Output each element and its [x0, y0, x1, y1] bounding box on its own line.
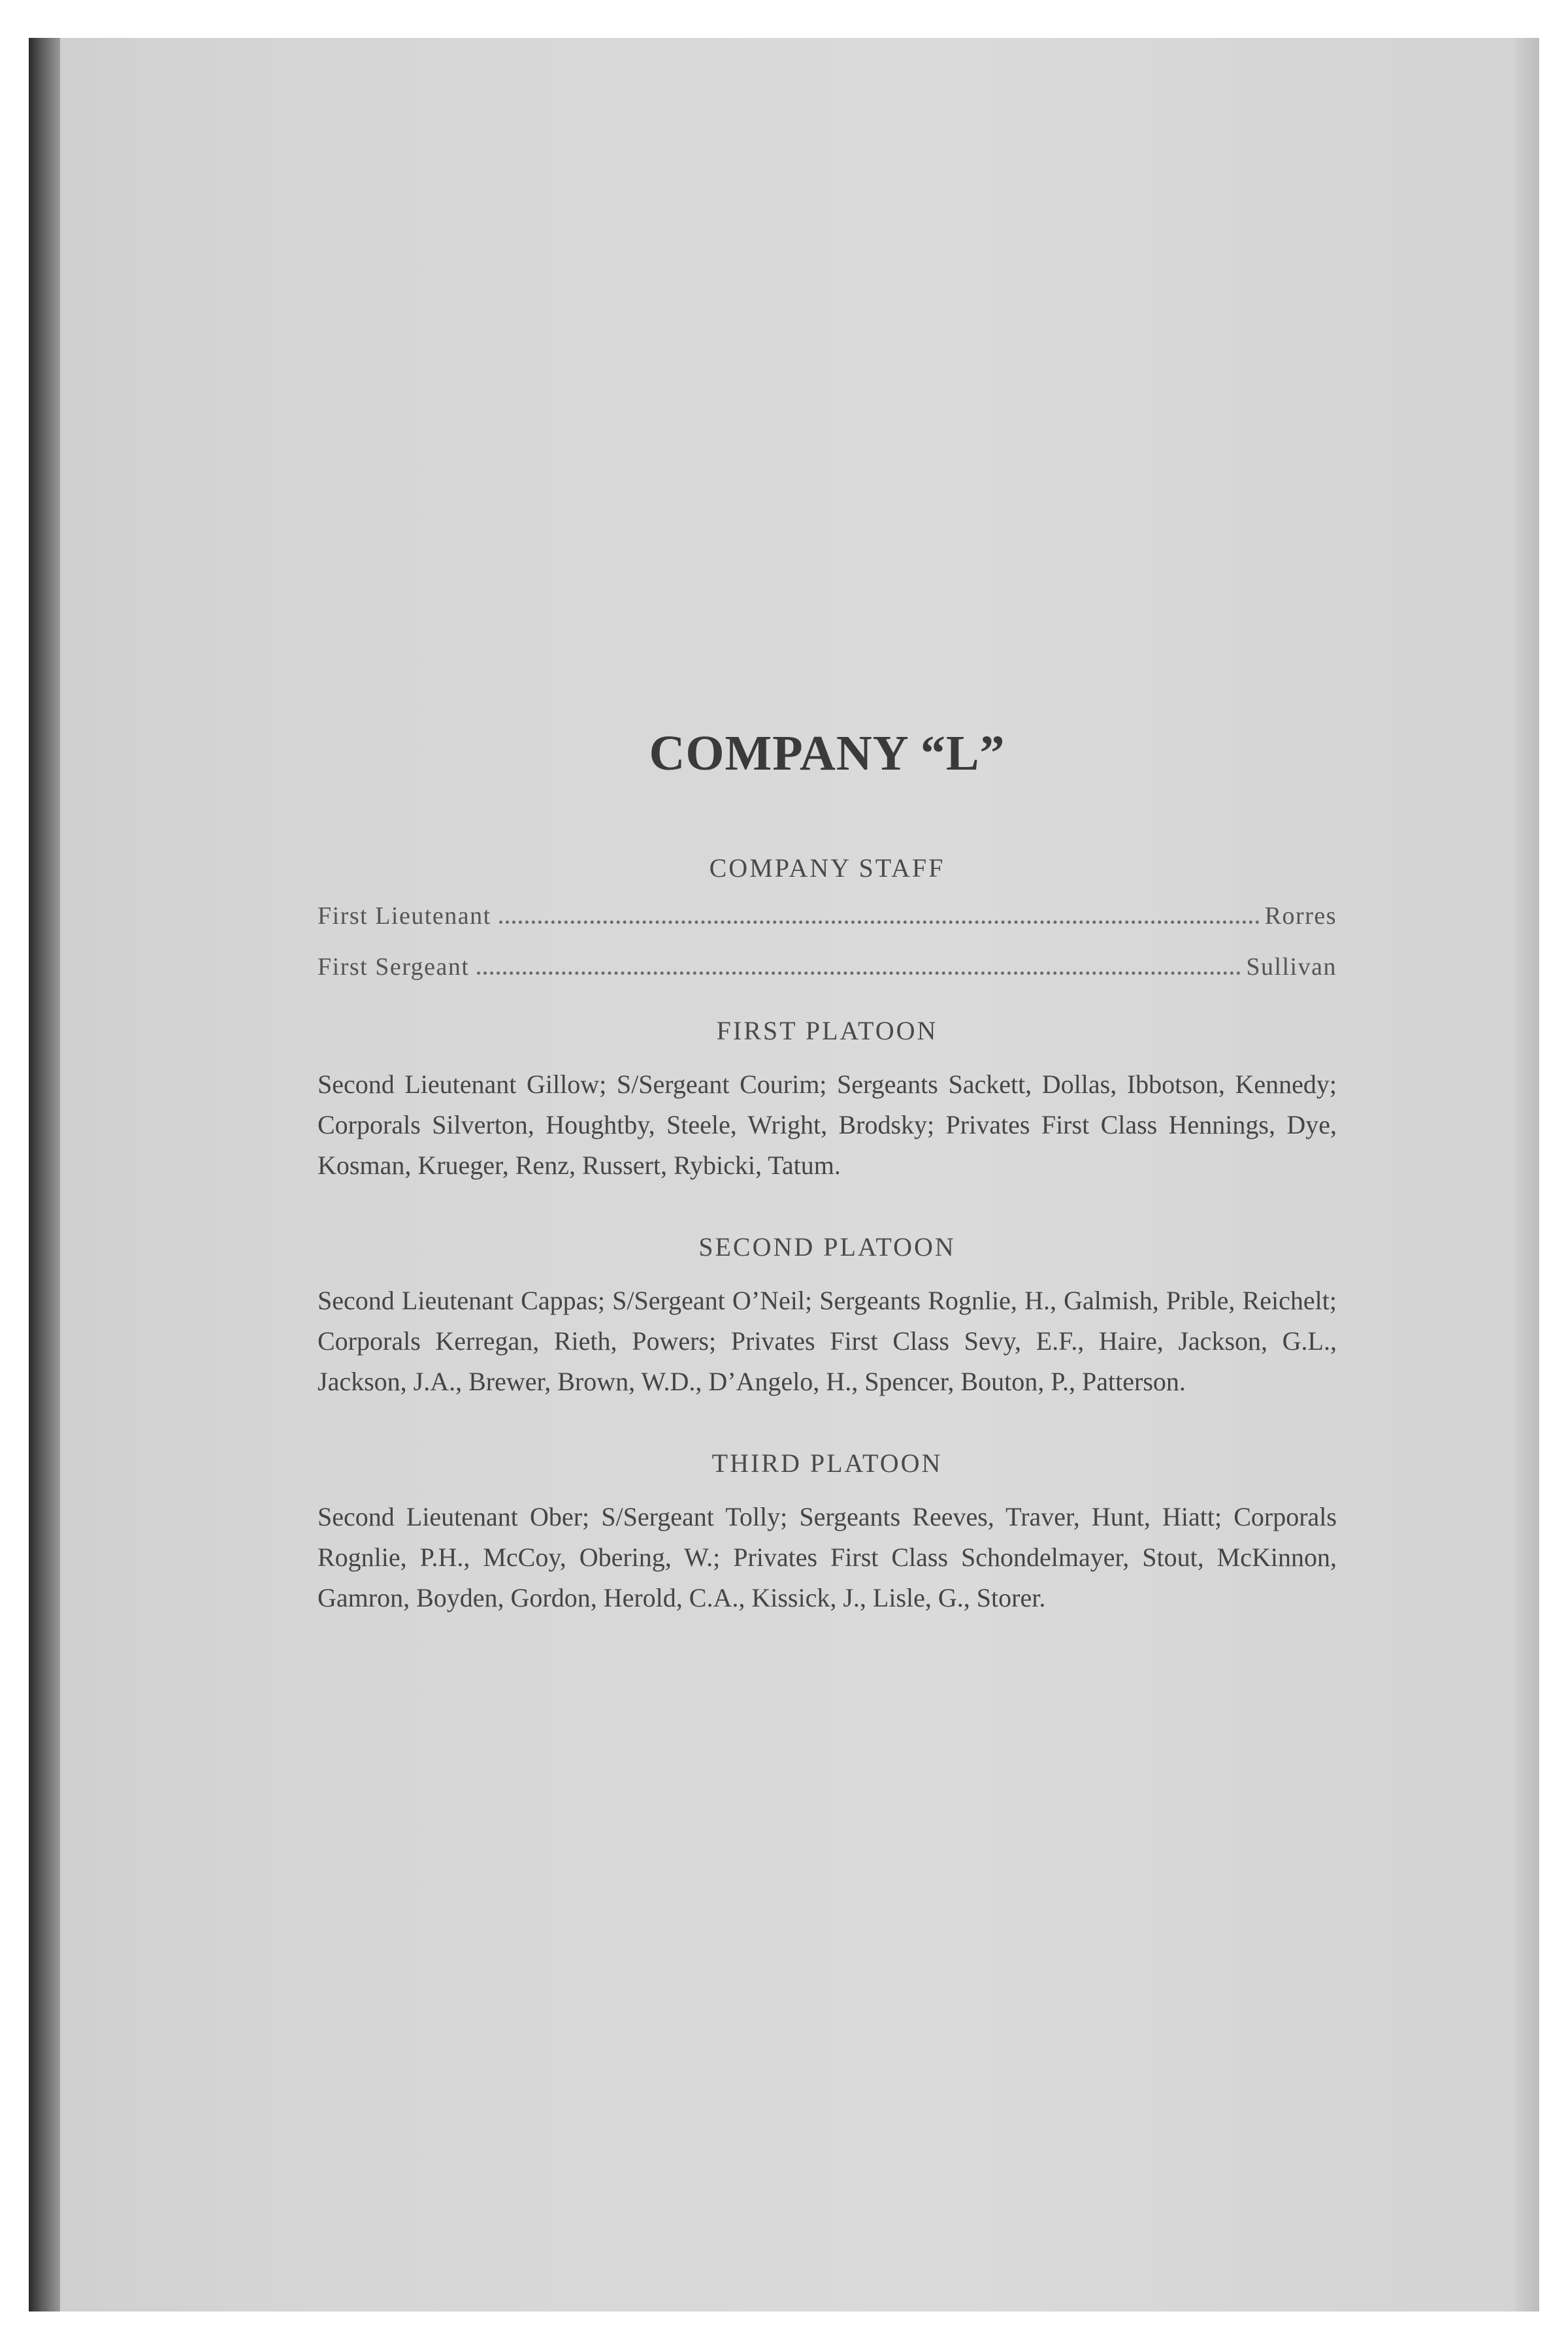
platoon-roster: Second Lieutenant Gillow; S/Sergeant Courim; Sergeants Sackett, Dollas, Ibbotson, Kennedy; Corporals Silverton, Houghtby, Steele, Wright, Brodsky; Privates First Class Hennings, Dye, Kosman, Krueger, Renz, Russert, Rybicki, Tatum. [318, 1070, 1337, 1180]
dot-leader [477, 972, 1241, 975]
platoon-roster: Second Lieutenant Cappas; S/Sergeant O’Neil; Sergeants Rognlie, H., Galmish, Prible, Reichelt; Corporals Kerregan, Rieth, Powers; Privates First Class Sevy, E.F., Haire, Jackson, G.L., Jackson, J.A., Brewer, Brown, W.D., D’Angelo, H., Spencer, Bouton, P., Patterson. [318, 1286, 1337, 1396]
platoon-heading: SECOND PLATOON [698, 1232, 956, 1262]
staff-row [318, 902, 1337, 930]
staff-rank: First Sergeant [318, 953, 470, 981]
staff-name: Sullivan [1246, 953, 1337, 981]
page-title: COMPANY “L” [649, 726, 1005, 781]
third-platoon-section [318, 1448, 1337, 1618]
platoon-heading: FIRST PLATOON [716, 1016, 938, 1045]
binding-gutter [29, 38, 60, 2311]
staff-rank: First Lieutenant [318, 902, 491, 930]
dot-leader [499, 921, 1260, 924]
page-edge [1514, 38, 1539, 2311]
platoon-heading: THIRD PLATOON [711, 1448, 943, 1478]
platoon-roster: Second Lieutenant Ober; S/Sergeant Tolly; Sergeants Reeves, Traver, Hunt, Hiatt; Corporals Rognlie, P.H., McCoy, Obering, W.; Privates First Class Schondelmayer, Stout, McKinnon, Gamron, Boyden, Gordon, Herold, C.A., Kissick, J., Lisle, G., Storer. [318, 1502, 1337, 1612]
company-staff-heading: COMPANY STAFF [709, 853, 945, 883]
page-content [318, 725, 1337, 1664]
second-platoon-section [318, 1232, 1337, 1402]
company-staff-section [318, 853, 1337, 981]
staff-name: Rorres [1264, 902, 1337, 930]
staff-row [318, 953, 1337, 981]
first-platoon-section [318, 1015, 1337, 1186]
